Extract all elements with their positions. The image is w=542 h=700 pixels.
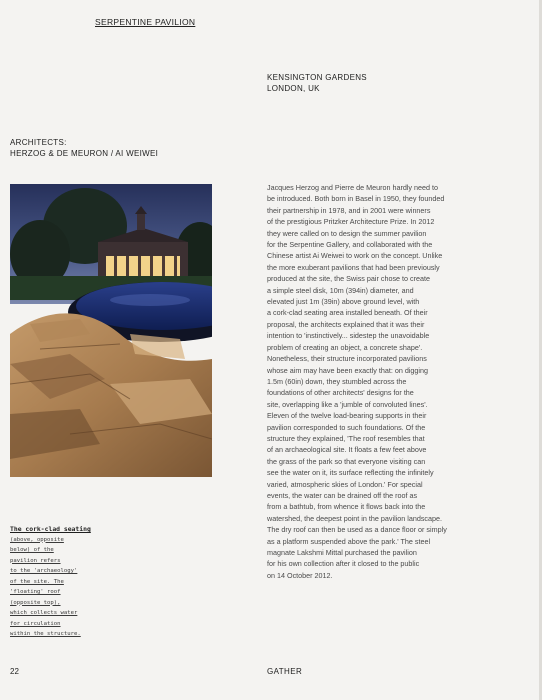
body-line: proposal, the architects explained that it was their xyxy=(267,319,425,329)
body-line: for his own collection after it closed to the public xyxy=(267,559,420,569)
caption-line: below) of the xyxy=(10,547,54,553)
body-line: whose aim may have been exactly that: on digging xyxy=(267,365,429,375)
article-body xyxy=(267,182,489,581)
caption-line: which collects water xyxy=(10,610,78,616)
page-number: 22 xyxy=(10,667,19,676)
body-line: of the prestigious Pritzker Architecture Prize. In 2012 xyxy=(267,217,435,227)
body-line: structure they explained, 'The roof resembles that xyxy=(267,433,425,443)
body-line: Jacques Herzog and Pierre de Meuron hardly need to xyxy=(267,183,439,192)
caption-line: (above, opposite xyxy=(10,536,64,543)
body-line: elevated just 1m (39in) above ground level, with xyxy=(267,297,420,307)
body-line: The dry roof can then be used as a dance floor or simply xyxy=(267,525,447,535)
body-line: magnate Lakshmi Mittal purchased the pavilion xyxy=(267,548,417,557)
body-line: the grass of the park so that everyone visiting can xyxy=(267,456,426,466)
body-line: for the Serpentine Gallery, and collaborated with the xyxy=(267,240,433,250)
architects-names: HERZOG & DE MEURON / AI WEIWEI xyxy=(10,149,159,158)
pavilion-photo-illustration xyxy=(10,184,212,477)
body-line: 1.5m (60in) down, they stumbled across the xyxy=(267,376,407,386)
body-line: a simple steel disk, 10m (394in) diameter, and xyxy=(267,285,414,295)
body-line: as a platform suspended above the park.' The steel xyxy=(267,536,431,546)
caption-line: pavilion refers xyxy=(10,557,61,564)
body-line: a cork-clad seating area installed beneath. Of their xyxy=(267,308,428,318)
pavilion-photo xyxy=(10,184,212,477)
body-line: from a bathtub, from whence it flows back into the xyxy=(267,502,426,512)
body-line: varied, atmospheric skies of London.' For special xyxy=(267,479,423,489)
body-line: events, the water can be drained off the roof as xyxy=(267,490,418,500)
caption-line: (opposite top), xyxy=(10,599,61,606)
location-line-1: KENSINGTON GARDENS xyxy=(267,73,367,82)
body-line: on 14 October 2012. xyxy=(267,570,333,580)
body-line: Eleven of the twelve load-bearing supports in their xyxy=(267,411,427,421)
location-block xyxy=(267,72,367,94)
body-line: of an archaeological site. It floats a few feet above xyxy=(267,445,427,455)
body-line: produced at the site, the Swiss pair chose to create xyxy=(267,274,431,284)
photo-caption xyxy=(10,524,110,640)
location-line-2: LONDON, UK xyxy=(267,84,320,93)
body-line: site, overlapping like a 'jumble of convoluted lines'. xyxy=(267,399,428,409)
magazine-name: GATHER xyxy=(267,667,303,676)
body-line: see the water on it, its surface reflecting the infinitely xyxy=(267,468,434,478)
caption-line: within the structure. xyxy=(10,631,81,637)
body-line: pavilion corresponded to such foundations. Of the xyxy=(267,422,426,432)
body-line: be introduced. Both born in Basel in 1950, they founded xyxy=(267,194,445,204)
body-line: they were called on to design the summer pavilion xyxy=(267,228,427,238)
caption-line: 'floating' roof xyxy=(10,589,61,595)
architects-label: ARCHITECTS: xyxy=(10,138,67,147)
body-line: watershed, the deepest point in the pavilion landscape. xyxy=(267,513,443,523)
caption-line: for circulation xyxy=(10,620,61,627)
body-line: the more exuberant pavilions that had been previously xyxy=(267,262,440,272)
body-line: Chinese artist Ai Weiwei to work on the concept. Unlike xyxy=(267,251,443,261)
caption-line: of the site. The xyxy=(10,578,64,585)
body-line: Nonetheless, their structure incorporated pavilions xyxy=(267,354,427,364)
section-title: SERPENTINE PAVILION xyxy=(95,17,196,27)
body-line: foundations of other architects' designs for the xyxy=(267,388,414,398)
body-line: their partnership in 1978, and in 2001 were winners xyxy=(267,205,431,215)
architects-block xyxy=(10,137,158,159)
body-line: intention to 'instinctively... sidestep the unavoidable xyxy=(267,331,430,341)
caption-line: to the 'archaeology' xyxy=(10,568,78,574)
body-line: problem of creating an object, a concrete shape'. xyxy=(267,342,423,352)
caption-lead: The cork-clad seating xyxy=(10,525,91,533)
